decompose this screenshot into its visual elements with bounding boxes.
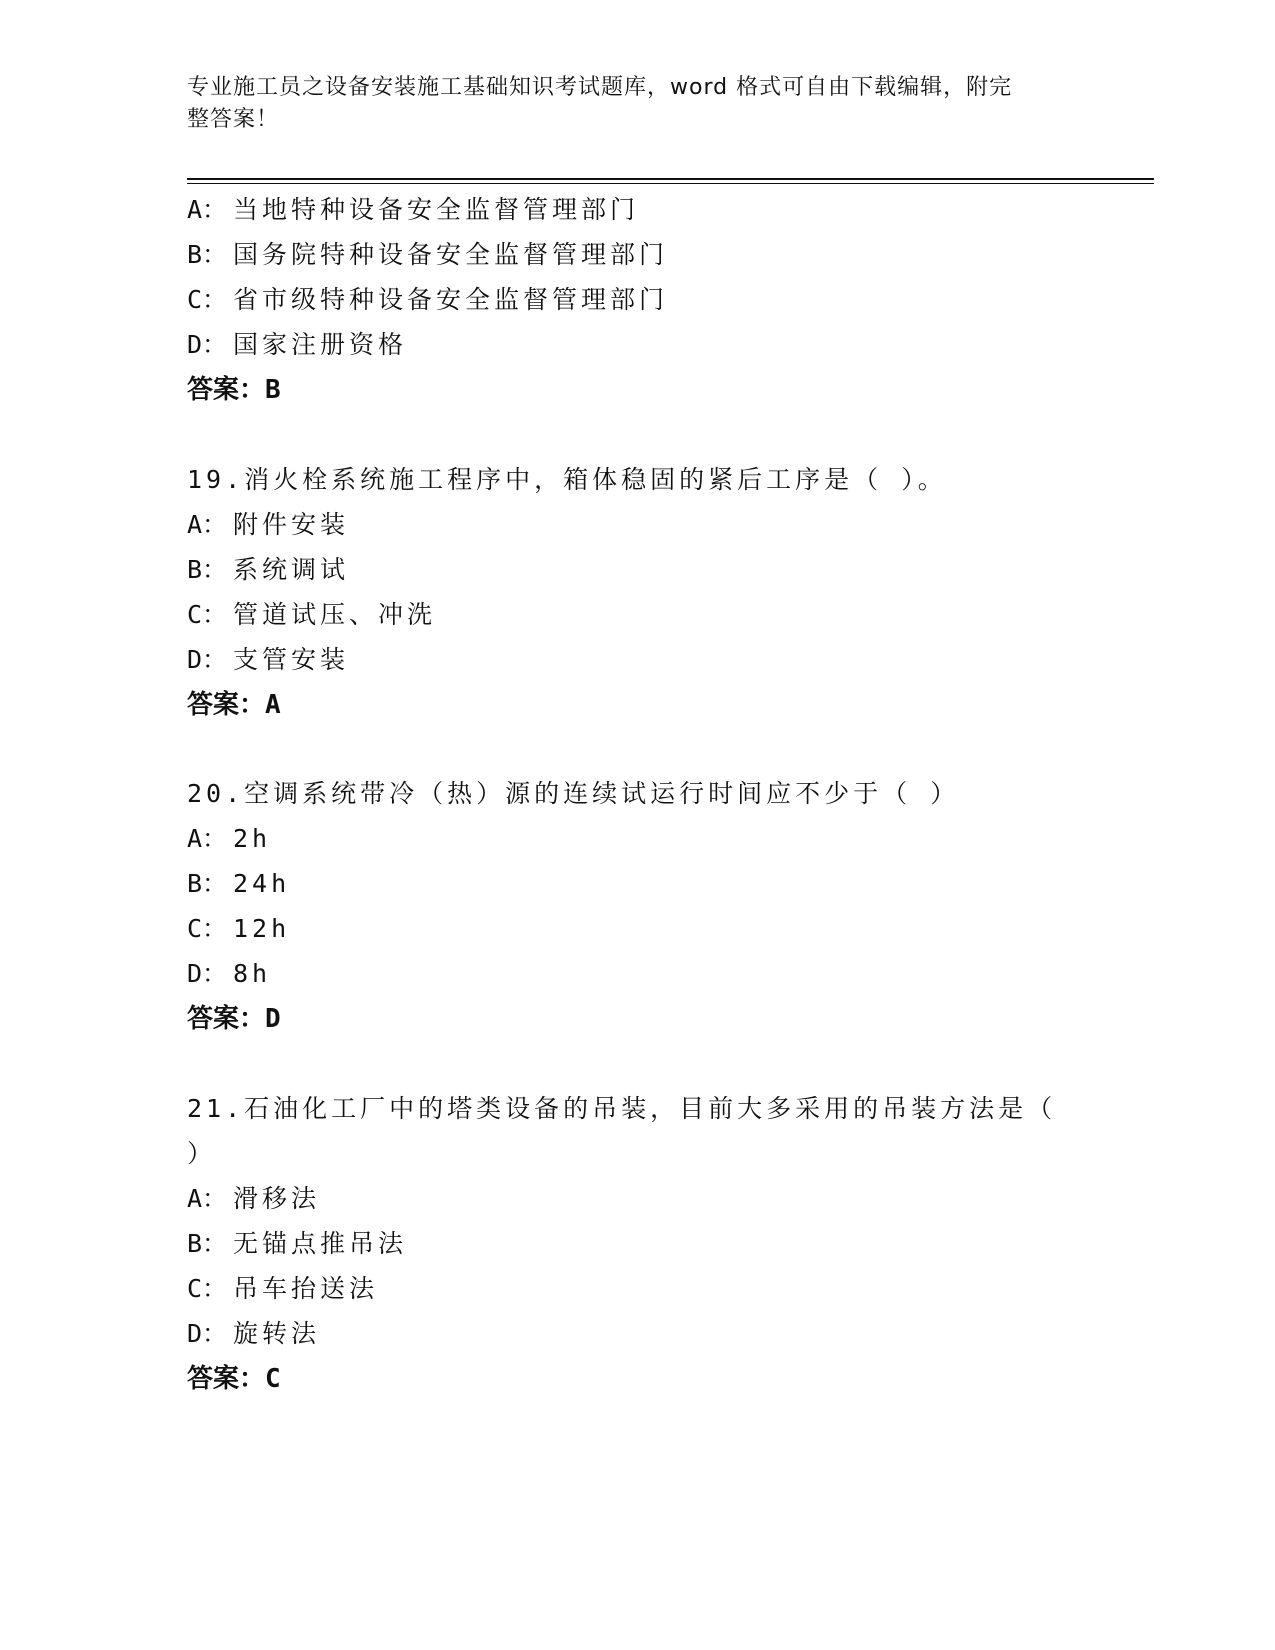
option-c: C： 管道试压、冲洗 [187,600,437,629]
option-b: B： 国务院特种设备安全监督管理部门 [187,240,669,269]
option-a: A： 当地特种设备安全监督管理部门 [187,195,640,224]
question-21-continuation: ） [187,1139,217,1168]
answer-line: 答案：C [187,1364,281,1394]
answer-line: 答案：A [187,690,281,720]
option-b: B： 无锚点推吊法 [187,1229,408,1258]
option-c: C： 省市级特种设备安全监督管理部门 [187,285,669,314]
option-d: D： 旋转法 [187,1319,321,1348]
option-b: B： 系统调试 [187,555,350,584]
option-a: A： 滑移法 [187,1184,321,1213]
option-d: D： 支管安装 [187,645,350,674]
header-line-1: 专业施工员之设备安装施工基础知识考试题库，word 格式可自由下载编辑，附完 [187,75,1013,100]
header-divider-thin [187,183,1154,184]
option-a: A： 2h [187,824,272,853]
answer-line: 答案：D [187,1004,281,1034]
question-20: 20.空调系统带冷（热）源的连续试运行时间应不少于（ ） [187,779,960,808]
header-divider-thick [187,178,1154,180]
question-21: 21.石油化工厂中的塔类设备的吊装，目前大多采用的吊装方法是（ [187,1094,1057,1123]
header-line-2: 整答案！ [187,107,280,132]
option-d: D： 8h [187,959,272,988]
option-b: B： 24h [187,869,291,898]
question-19: 19.消火栓系统施工程序中，箱体稳固的紧后工序是（ ）。 [187,465,947,494]
option-d: D： 国家注册资格 [187,330,408,359]
document-header [187,72,1067,136]
option-c: C： 吊车抬送法 [187,1274,379,1303]
answer-line: 答案：B [187,375,281,405]
option-a: A： 附件安装 [187,510,350,539]
option-c: C： 12h [187,914,291,943]
